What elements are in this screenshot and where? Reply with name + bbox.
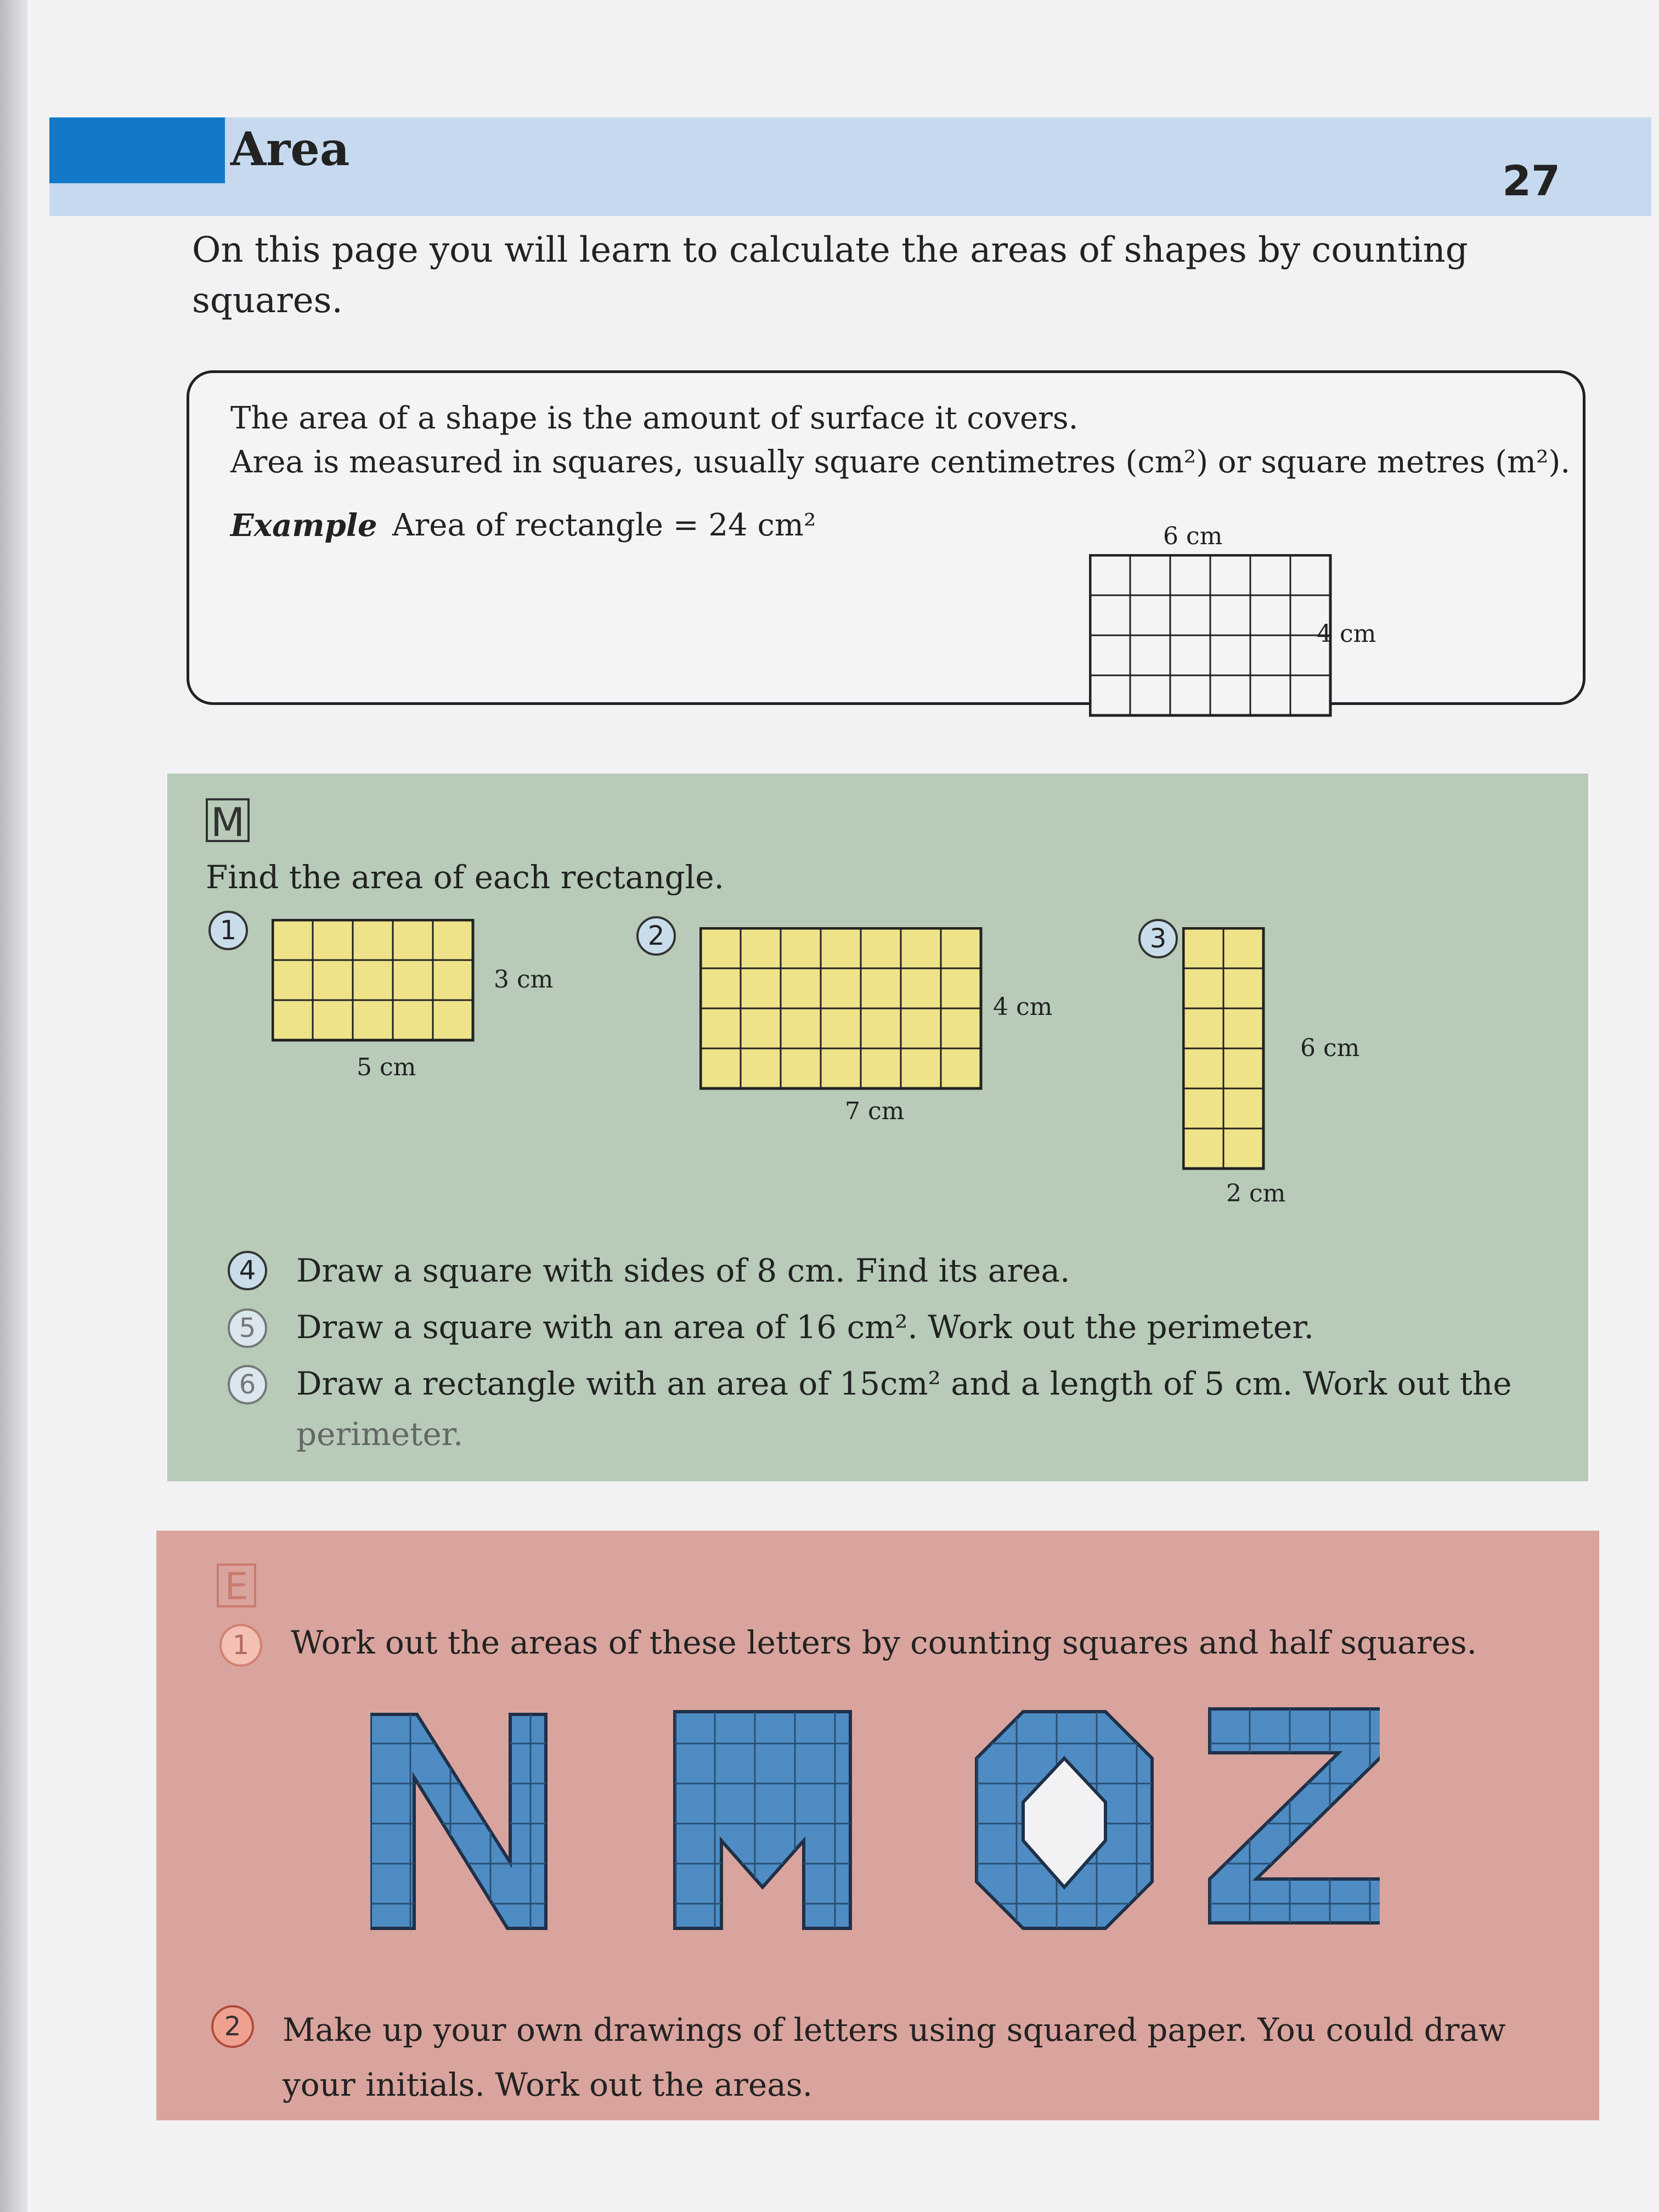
rectangle-3-height-label: 6 cm [1300, 1034, 1360, 1062]
rectangle-3-grid [1182, 927, 1267, 1174]
question-4-text: Draw a square with sides of 8 cm. Find its area. [296, 1252, 1070, 1289]
section-e [156, 1531, 1599, 2120]
textbook-page [27, 0, 1659, 2212]
question-number-4: 4 [228, 1251, 267, 1290]
rectangle-1-height-label: 3 cm [494, 966, 554, 994]
letters-figure [370, 1703, 1380, 1939]
letter-n [370, 1714, 546, 1928]
rectangle-3-width-label: 2 cm [1226, 1180, 1286, 1207]
letter-z [1210, 1709, 1380, 1923]
example-height-label: 4 cm [1317, 620, 1376, 648]
question-6-text: Draw a rectangle with an area of 15cm² and a length of 5 cm. Work out the [296, 1365, 1512, 1402]
rectangle-2-width-label: 7 cm [845, 1097, 905, 1125]
example-label: Example [230, 507, 377, 544]
rectangle-2-grid [699, 927, 988, 1092]
page-title: Area [230, 122, 350, 176]
section-m [167, 774, 1588, 1481]
e-question-number-1: 1 [219, 1624, 262, 1667]
intro-text: On this page you will learn to calculate the areas of shapes by counting squares. [192, 230, 1468, 321]
e-question-2-text: Make up your own drawings of letters using squared paper. You could draw your initials. Work out the areas. [283, 2011, 1506, 2103]
e-question-1-text: Work out the areas of these letters by counting squares and half squares. [291, 1624, 1477, 1661]
rectangle-1-width-label: 5 cm [357, 1053, 416, 1081]
definition-line-1: The area of a shape is the amount of surface it covers. [230, 400, 1079, 436]
section-m-instruction: Find the area of each rectangle. [206, 859, 724, 896]
question-number-3: 3 [1138, 919, 1178, 958]
page-number: 27 [1502, 156, 1560, 205]
question-5-text: Draw a square with an area of 16 cm². Work out the perimeter. [296, 1308, 1314, 1346]
definition-line-2: Area is measured in squares, usually square centimetres (cm²) or square metres (m²). [230, 444, 1571, 480]
rectangle-1-grid [272, 919, 488, 1051]
question-number-5: 5 [228, 1308, 267, 1348]
example-width-label: 6 cm [1163, 522, 1223, 550]
book-spine [0, 0, 27, 2212]
definition-box [187, 370, 1585, 705]
question-number-6: 6 [228, 1365, 267, 1404]
example-text: Area of rectangle = 24 cm² [392, 507, 816, 543]
example-grid [1089, 554, 1336, 719]
letter-m [675, 1712, 850, 1928]
rectangle-2-height-label: 4 cm [993, 993, 1053, 1021]
letter-o [977, 1712, 1152, 1928]
header-accent-bar [49, 117, 225, 183]
section-m-badge: M [206, 798, 250, 842]
question-6-text-continued: perimeter. [296, 1415, 464, 1453]
e-question-number-2: 2 [211, 2005, 254, 2048]
question-number-2: 2 [636, 916, 676, 956]
question-number-1: 1 [208, 911, 248, 950]
section-e-badge: E [217, 1564, 256, 1607]
